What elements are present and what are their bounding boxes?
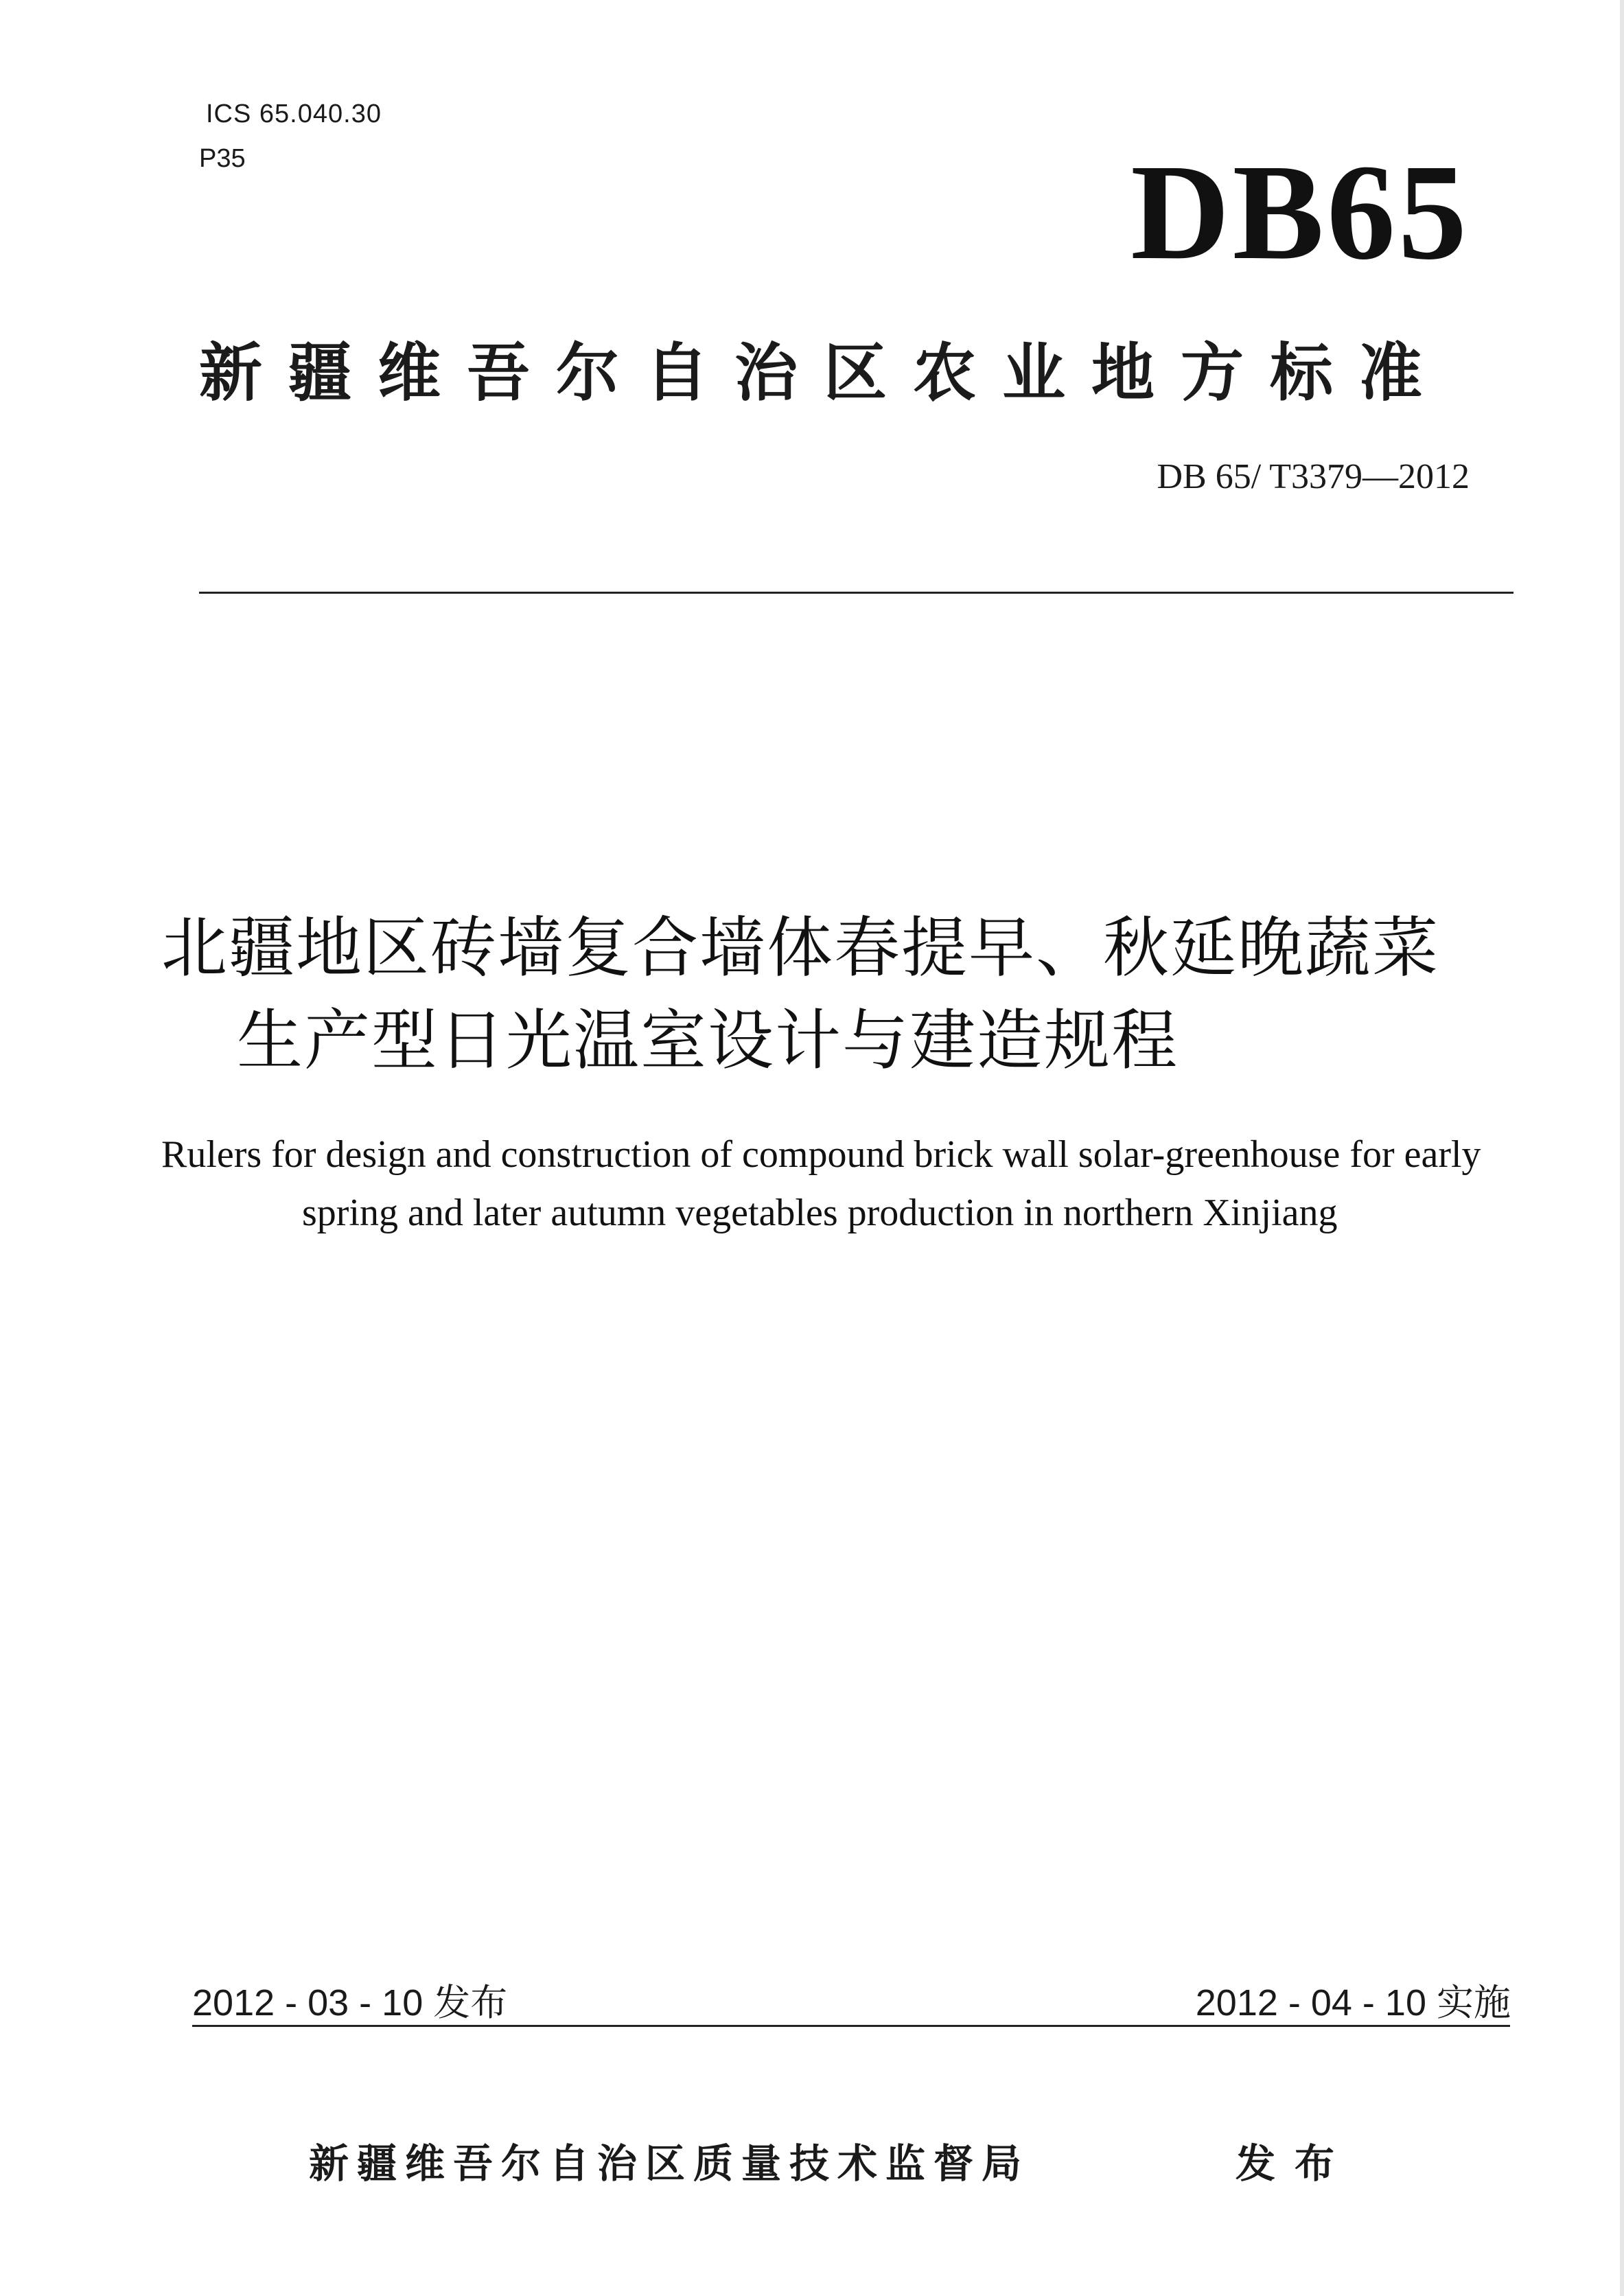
bottom-divider: [192, 2025, 1510, 2027]
top-divider: [199, 592, 1513, 594]
implement-date: 2012 - 04 - 10 实施: [1195, 1982, 1511, 2024]
publish-date: 2012 - 03 - 10 发布: [192, 1982, 508, 2024]
standard-category: 新疆维吾尔自治区农业地方标准: [199, 336, 1449, 410]
ics-code: ICS 65.040.30: [206, 100, 382, 128]
title-cn-line2: 生产型日光温室设计与建造规程: [237, 1002, 1179, 1079]
title-en-line2: spring and later autumn vegetables production in northern Xinjiang: [302, 1192, 1338, 1234]
page-edge: [1620, 0, 1624, 2296]
issuer: 新疆维吾尔自治区质量技术监督局: [309, 2140, 1030, 2187]
title-cn-line1: 北疆地区砖墙复合墙体春提早、秋延晚蔬菜: [161, 909, 1439, 986]
standard-number: DB 65/ T3379—2012: [1157, 457, 1470, 496]
classification-code: P35: [199, 144, 246, 173]
title-en-line1: Rulers for design and construction of compound brick wall solar-greenhouse for early: [161, 1133, 1481, 1176]
db65-logo: DB65: [1130, 137, 1470, 288]
issue-label: 发布: [1236, 2140, 1354, 2187]
